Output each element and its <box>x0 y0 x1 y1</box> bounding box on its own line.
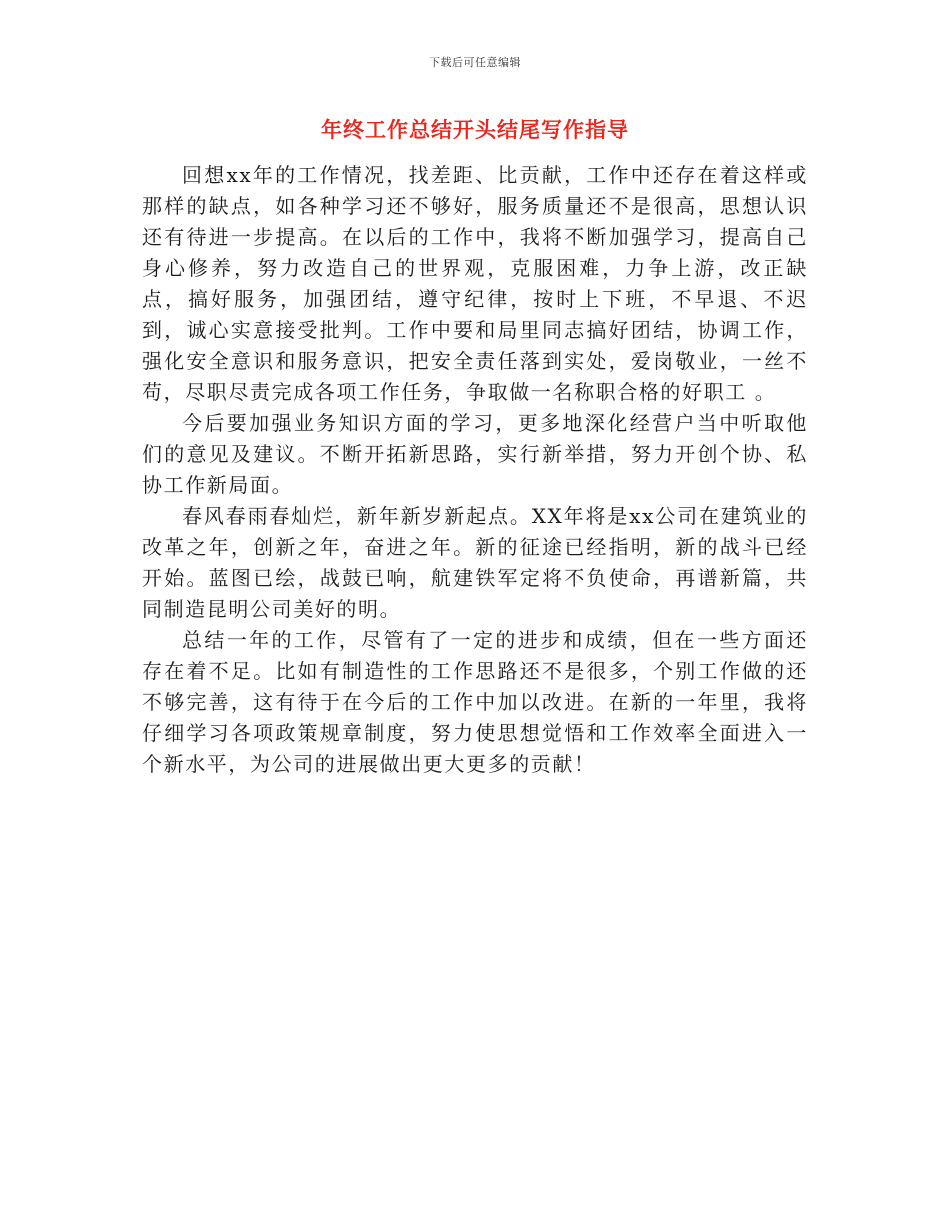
paragraph: 今后要加强业务知识方面的学习，更多地深化经营户当中听取他们的意见及建议。不断开拓新思路，实行新举措，努力开创个协、私协工作新局面。 <box>142 411 808 497</box>
paragraph: 回想xx年的工作情况，找差距、比贡献，工作中还存在着这样或那样的缺点，如各种学习还不够好，服务质量还不是很高，思想认识还有待进一步提高。在以后的工作中，我将不断加强学习，提高自己身心修养，努力改造自己的世界观，克服困难，力争上游，改正缺点，搞好服务，加强团结，遵守纪律，按时上下班，不早退、不迟到，诚心实意接受批判。工作中要和局里同志搞好团结，协调工作，强化安全意识和服务意识，把安全责任落到实处，爱岗敬业，一丝不苟，尽职尽责完成各项工作任务，争取做一名称职合格的好职工 。 <box>142 163 808 404</box>
paragraph: 总结一年的工作，尽管有了一定的进步和成绩，但在一些方面还存在着不足。比如有制造性的工作思路还不是很多，个别工作做的还不够完善，这有待于在今后的工作中加以改进。在新的一年里，我将仔细学习各项政策规章制度，努力使思想觉悟和工作效率全面进入一个新水平，为公司的进展做出更大更多的贡献！ <box>142 628 808 776</box>
paragraph: 春风春雨春灿烂，新年新岁新起点。XX年将是xx公司在建筑业的改革之年，创新之年，奋进之年。新的征途已经指明，新的战斗已经开始。蓝图已绘，战鼓已响，航建铁军定将不负使命，再谱新篇，共同制造昆明公司美好的明。 <box>142 504 808 621</box>
document-title: 年终工作总结开头结尾写作指导 <box>321 118 629 142</box>
header-note: 下载后可任意编辑 <box>429 56 521 69</box>
document-body <box>142 160 808 780</box>
